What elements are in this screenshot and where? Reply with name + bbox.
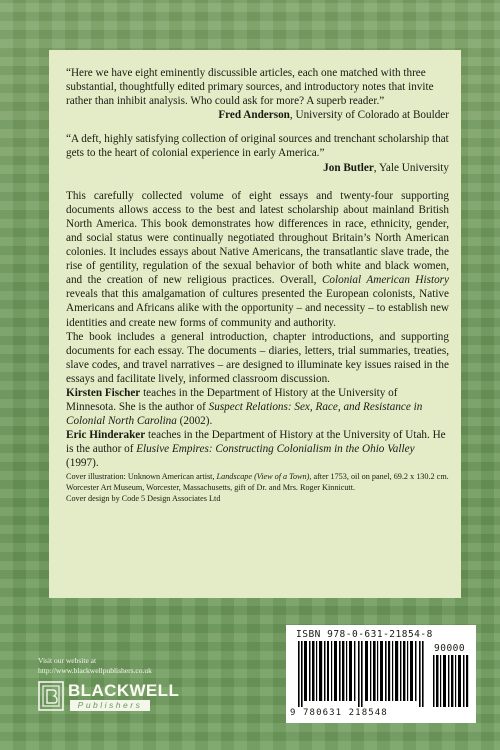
quote-affiliation: , Yale University [373,161,449,174]
editor-bio-text: (2002). [176,415,213,428]
editor-name: Kirsten Fischer [66,386,141,399]
book-contents-description: The book includes a general introduction, chapter introductions, and supporting documents for each essay. The documents – diaries, letters, trial summaries, treaties, slave codes, and travel narratives – are designed to illuminate key issues raised in the essays and facilitate lively, informed classroom discussion. [66,330,449,385]
description-text: This carefully collected volume of eight essays and twenty-four supporting documents allows access to the best and latest scholarship about mainland British North America. This book demonstrates how differences in race, ethnicity, gender, and social status were continually negotiated throughout Britain’s North American colonies. It includes essays about Native Americans, the transatlantic slave trade, the rise of gentility, regulation of the sexual behavior of both white and black women, and the creation of new religious practices. Overall, [66,189,449,287]
cover-illustration-credit [66,471,449,493]
isbn-number: ISBN 978-0-631-21854-8 [296,629,433,640]
description-text: reveals that this amalgamation of cultures presented the European colonists, Native Americans and Africans alike with the opportunity – and necessity – to establish new identities and create new forms of community and authority. [66,288,449,329]
quote-text: “A deft, highly satisfying collection of original sources and trenchant scholarship that gets to the heart of colonial experience in early America.” [66,133,449,160]
editor-bio-text: teaches in the Department of History at the University of Utah. He is the author of [66,429,446,456]
price-barcode-graphic [432,655,470,707]
publisher-name: BLACKWELL [68,681,180,700]
ean-digits: 9 780631 218548 [290,708,388,718]
quote-author: Fred Anderson [218,109,290,122]
endorsement-butler [66,132,449,174]
quote-affiliation: , University of Colorado at Boulder [289,109,449,122]
isbn-barcode [286,625,476,723]
editor-bio-hinderaker [66,428,449,470]
text-panel [49,50,461,598]
editor-bio-fischer [66,386,449,428]
quote-text: “Here we have eight eminently discussible articles, each one matched with three substantial, thoughtfully edited primary sources, and introductory notes that invite rather than inhibit analysis. Who could ask for more? A superb reader.” [66,67,434,108]
endorsement-anderson [66,66,449,122]
quote-attribution [66,161,449,175]
book-description [66,189,449,330]
book-title-italic: Colonial American History [321,274,449,287]
editor-book-title: Elusive Empires: Constructing Colonialism in the Ohio Valley [136,443,415,456]
publisher-logo [38,681,180,711]
editor-book-title: Suspect Relations: Sex, Race, and Resistance in Colonial North Carolina [66,401,423,428]
credit-text: , after 1753, oil on panel, 69.2 x 130.2 cm. Worcester Art Museum, Worcester, Massachusetts, gift of Dr. and Mrs. Roger Kinnicutt. [66,471,449,492]
website-notice [38,656,152,675]
website-url[interactable]: http://www.blackwellpublishers.co.uk [38,665,152,675]
ean-barcode-graphic [296,641,428,707]
editor-name: Eric Hinderaker [66,429,146,442]
quote-author: Jon Butler [323,161,374,174]
editor-bio-text: teaches in the Department of History at the University of Minnesota. She is the author of [66,386,398,414]
publisher-imprint: Publishers [70,700,150,711]
cover-design-credit: Cover design by Code 5 Design Associates Ltd [66,493,221,503]
artwork-title: Landscape (View of a Town) [216,471,310,481]
editor-bio-text: (1997). [66,457,99,470]
price-code: 90000 [434,643,466,654]
website-label: Visit our website at [38,656,97,665]
blackwell-emblem-icon [38,681,64,711]
credit-text: Cover illustration: Unknown American artist, [66,471,217,481]
quote-attribution [66,108,449,122]
